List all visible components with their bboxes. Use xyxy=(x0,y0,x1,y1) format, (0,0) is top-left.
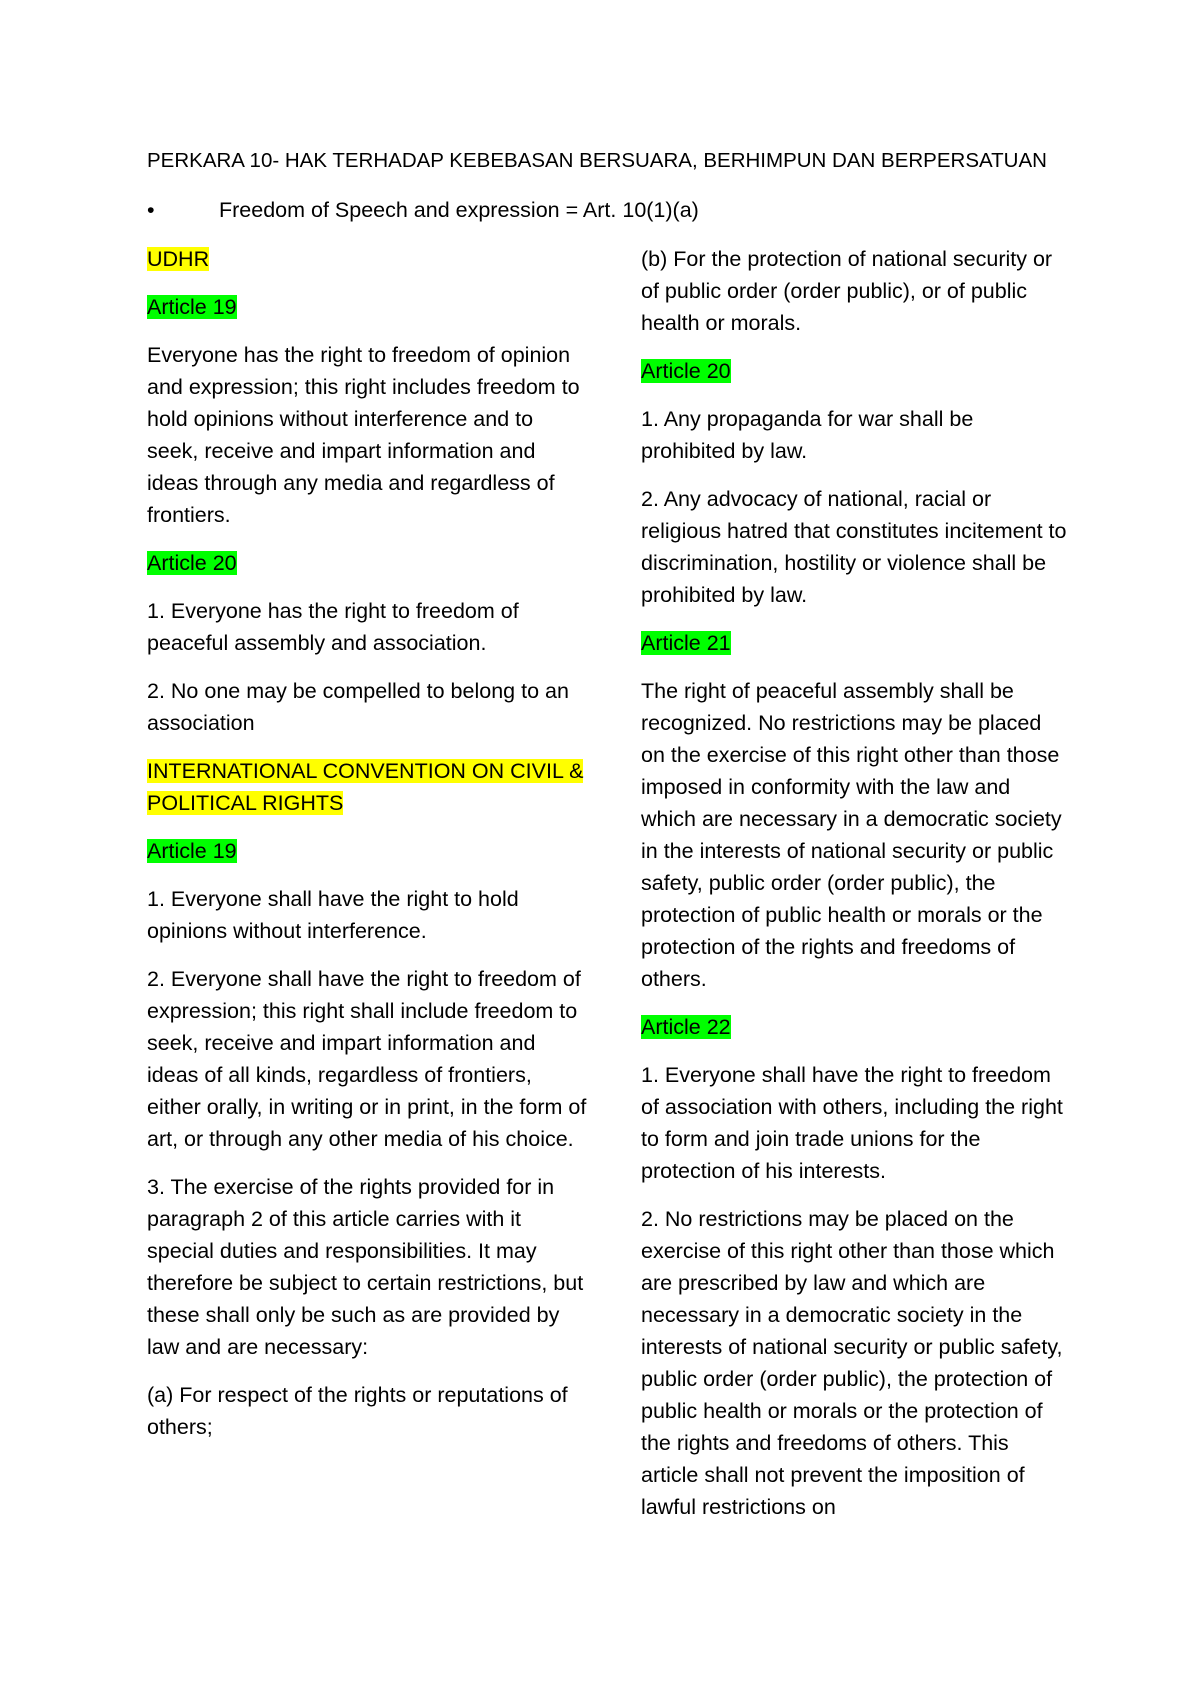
iccpr-article-19-paragraph-3: 3. The exercise of the rights provided for in paragraph 2 of this article carries with it special duties and responsibilities. It may therefore be subject to certain restrictions, but these shall only be such as are provided by law and are necessary: xyxy=(147,1175,584,1359)
iccpr-article-19-clause-a: (a) For respect of the rights or reputations of others; xyxy=(147,1383,568,1439)
bullet-symbol: • xyxy=(147,198,155,222)
iccpr-article-19-paragraph-2: 2. Everyone shall have the right to freedom of expression; this right shall include freedom to seek, receive and impart information and ideas of all kinds, regardless of frontiers, either orally, in writing or in print, in the form of art, or through any other media of his choice. xyxy=(147,967,587,1151)
iccpr-article-21-text: The right of peaceful assembly shall be recognized. No restrictions may be placed on the exercise of this right other than those imposed in conformity with the law and which are necessary in a democratic society in the interests of national security or public safety, public order (order public), the protection of public health or morals or the protection of the rights and freedoms of others. xyxy=(641,679,1062,991)
left-column xyxy=(147,243,587,1459)
udhr-article-20-heading: Article 20 xyxy=(147,551,237,575)
iccpr-article-20-paragraph-2: 2. Any advocacy of national, racial or religious hatred that constitutes incitement to discrimination, hostility or violence shall be prohibited by law. xyxy=(641,487,1067,607)
iccpr-article-21-heading: Article 21 xyxy=(641,631,731,655)
iccpr-article-20-paragraph-1: 1. Any propaganda for war shall be prohibited by law. xyxy=(641,407,974,463)
udhr-article-20-paragraph-2: 2. No one may be compelled to belong to an association xyxy=(147,679,569,735)
iccpr-article-19-paragraph-1: 1. Everyone shall have the right to hold opinions without interference. xyxy=(147,887,519,943)
iccpr-article-22-paragraph-2: 2. No restrictions may be placed on the exercise of this right other than those which are prescribed by law and which are necessary in a democratic society in the interests of national security or public safety, public order (order public), the protection of public health or morals or the protection of the rights and freedoms of others. This article shall not prevent the imposition of lawful restrictions on xyxy=(641,1207,1063,1519)
iccpr-article-19-heading: Article 19 xyxy=(147,839,237,863)
bullet-item xyxy=(147,195,699,225)
right-column xyxy=(641,243,1071,1539)
document-title: PERKARA 10- HAK TERHADAP KEBEBASAN BERSUARA, BERHIMPUN DAN BERPERSATUAN xyxy=(147,149,1047,172)
iccpr-heading: INTERNATIONAL CONVENTION ON CIVIL & POLITICAL RIGHTS xyxy=(147,759,584,815)
iccpr-article-22-paragraph-1: 1. Everyone shall have the right to freedom of association with others, including the right to form and join trade unions for the protection of his interests. xyxy=(641,1063,1063,1183)
udhr-article-20-paragraph-1: 1. Everyone has the right to freedom of peaceful assembly and association. xyxy=(147,599,519,655)
udhr-article-19-text: Everyone has the right to freedom of opinion and expression; this right includes freedom to hold opinions without interference and to seek, receive and impart information and ideas through any media and regardless of frontiers. xyxy=(147,343,580,527)
iccpr-article-22-heading: Article 22 xyxy=(641,1015,731,1039)
udhr-heading: UDHR xyxy=(147,247,210,271)
iccpr-article-20-heading: Article 20 xyxy=(641,359,731,383)
bullet-text: Freedom of Speech and expression = Art. 10(1)(a) xyxy=(219,198,699,222)
udhr-article-19-heading: Article 19 xyxy=(147,295,237,319)
iccpr-article-19-clause-b: (b) For the protection of national security or of public order (order public), or of public health or morals. xyxy=(641,247,1053,335)
